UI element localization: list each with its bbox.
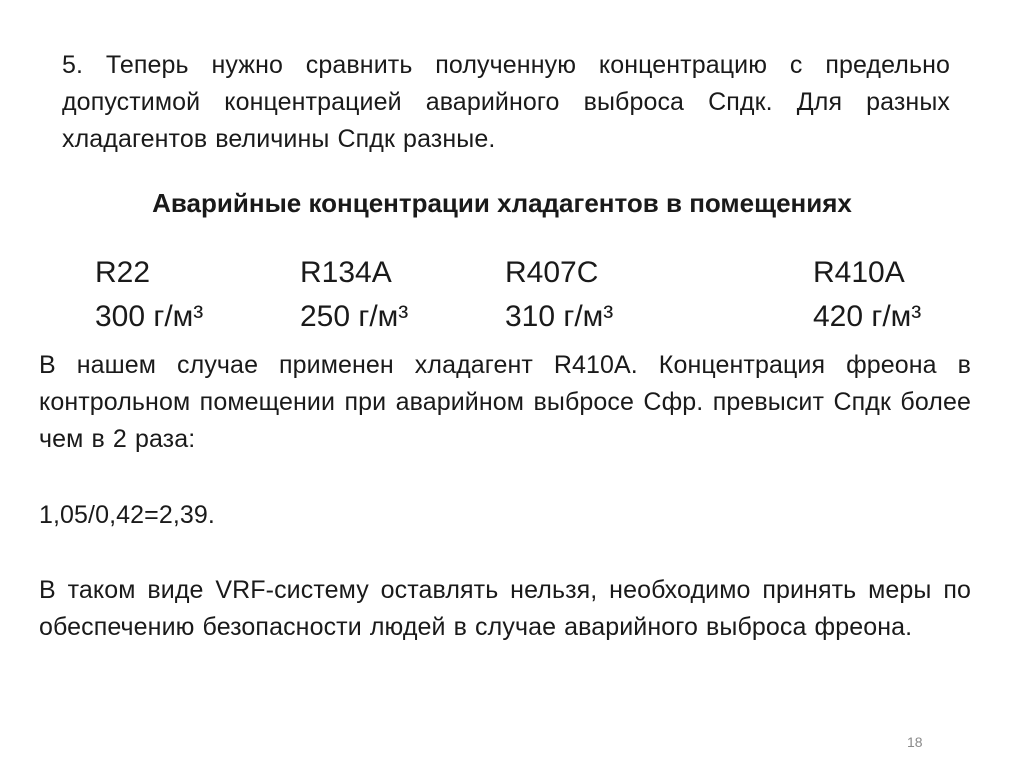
refrigerant-name: R410A <box>813 256 905 289</box>
refrigerant-limit: 310 г/м³ <box>505 300 614 333</box>
refrigerant-limits-table <box>95 251 955 341</box>
case-paragraph: В нашем случае применен хладагент R410A. Концентрация фреона в контрольном помещении при аварийном выбросе Сфр. превысит Спдк более чем в 2 раза: <box>39 351 971 453</box>
refrigerant-name: R407C <box>505 256 599 289</box>
refrigerant-limit: 250 г/м³ <box>300 300 409 333</box>
intro-paragraph: 5. Теперь нужно сравнить полученную концентрацию с предельно допустимой концентрацией аварийного выброса Спдк. Для разных хладагентов величины Спдк разные. <box>62 51 950 153</box>
calculation-line: 1,05/0,42=2,39. <box>39 501 215 529</box>
table-heading: Аварийные концентрации хладагентов в помещениях <box>152 188 852 218</box>
refrigerant-column <box>813 251 921 339</box>
refrigerant-column <box>505 251 613 339</box>
conclusion-paragraph: В таком виде VRF-систему оставлять нельзя, необходимо принять меры по обеспечению безопасности людей в случае аварийного выброса фреона. <box>39 576 971 641</box>
refrigerant-limit: 420 г/м³ <box>813 300 922 333</box>
page-number: 18 <box>907 734 923 750</box>
refrigerant-limit: 300 г/м³ <box>95 300 204 333</box>
refrigerant-name: R22 <box>95 256 151 289</box>
refrigerant-column <box>300 251 408 339</box>
refrigerant-name: R134A <box>300 256 392 289</box>
refrigerant-column <box>95 251 203 339</box>
